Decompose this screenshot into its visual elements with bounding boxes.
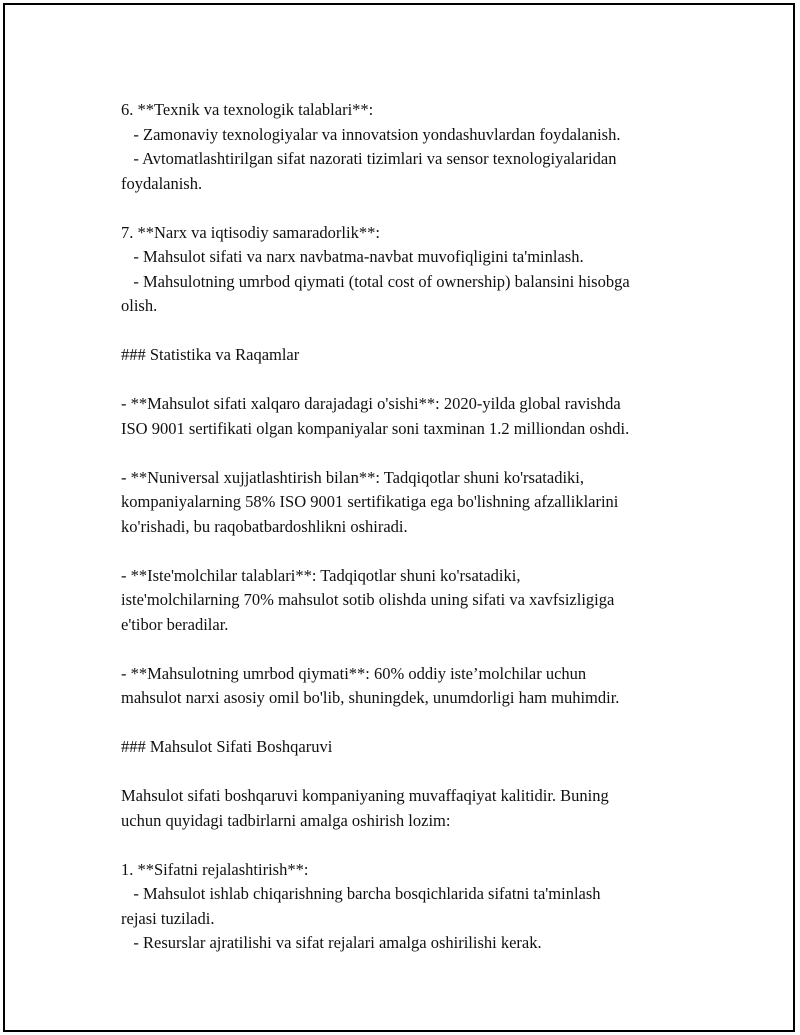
paragraph-line: ko'rishadi, bu raqobatbardoshlikni oshiradi. bbox=[121, 516, 408, 536]
paragraph-line: iste'molchilarning 70% mahsulot sotib olishda uning sifati va xavfsizligiga bbox=[121, 590, 615, 609]
paragraph-line: mahsulot narxi asosiy omil bo'lib, shuningdek, unumdorligi ham muhimdir. bbox=[121, 688, 620, 707]
intro-paragraph bbox=[121, 784, 701, 833]
list-subitem: - Zamonaviy texnologiyalar va innovatsion yondashuvlardan foydalanish. bbox=[121, 124, 621, 144]
heading-statistics bbox=[121, 343, 701, 368]
stat-item-lifetime-value bbox=[121, 662, 701, 711]
paragraph-line: - **Nuniversal xujjatlashtirish bilan**: Tadqiqotlar shuni ko'rsatadiki, bbox=[121, 467, 584, 487]
list-subitem: - Mahsulotning umrbod qiymati (total cost of ownership) balansini hisobga bbox=[121, 271, 630, 291]
stat-item-documentation bbox=[121, 466, 701, 540]
paragraph-line: - **Mahsulot sifati xalqaro darajadagi o'sishi**: 2020-yilda global ravishda bbox=[121, 394, 621, 413]
paragraph-line: - **Mahsulotning umrbod qiymati**: 60% oddiy iste’molchilar uchun bbox=[121, 663, 587, 683]
list-subitem: - Mahsulot sifati va narx navbatma-navbat muvofiqligini ta'minlash. bbox=[121, 247, 584, 266]
document-page bbox=[3, 3, 795, 1032]
section-technical-requirements bbox=[121, 98, 701, 196]
list-subitem: - Resurslar ajratilishi va sifat rejalari amalga oshirilishi kerak. bbox=[121, 933, 542, 952]
stat-item-iso-growth bbox=[121, 392, 701, 441]
document-body bbox=[121, 98, 701, 980]
heading-quality-management bbox=[121, 735, 701, 760]
paragraph-line: kompaniyalarning 58% ISO 9001 sertifikatiga ega bo'lishning afzalliklarini bbox=[121, 492, 619, 511]
list-subitem: - Avtomatlashtirilgan sifat nazorati tizimlari va sensor texnologiyalaridan bbox=[121, 149, 617, 168]
list-item-heading: 7. **Narx va iqtisodiy samaradorlik**: bbox=[121, 222, 380, 242]
section-quality-planning bbox=[121, 858, 701, 956]
list-subitem-continuation: foydalanish. bbox=[121, 173, 203, 193]
paragraph-line: uchun quyidagi tadbirlarni amalga oshirish lozim: bbox=[121, 810, 451, 830]
list-item-heading: 1. **Sifatni rejalashtirish**: bbox=[121, 859, 309, 879]
list-subitem: - Mahsulot ishlab chiqarishning barcha bosqichlarida sifatni ta'minlash bbox=[121, 884, 601, 903]
paragraph-line: e'tibor beradilar. bbox=[121, 614, 229, 634]
list-subitem-continuation: olish. bbox=[121, 296, 158, 315]
list-item-heading: 6. **Texnik va texnologik talablari**: bbox=[121, 100, 374, 119]
paragraph-line: - **Iste'molchilar talablari**: Tadqiqotlar shuni ko'rsatadiki, bbox=[121, 565, 521, 585]
section-heading: ### Mahsulot Sifati Boshqaruvi bbox=[121, 737, 333, 756]
stat-item-consumer-requirements bbox=[121, 564, 701, 638]
section-heading: ### Statistika va Raqamlar bbox=[121, 345, 300, 364]
list-subitem-continuation: rejasi tuziladi. bbox=[121, 908, 215, 928]
section-price-efficiency bbox=[121, 221, 701, 319]
paragraph-line: Mahsulot sifati boshqaruvi kompaniyaning muvaffaqiyat kalitidir. Buning bbox=[121, 786, 609, 805]
paragraph-line: ISO 9001 sertifikati olgan kompaniyalar soni taxminan 1.2 milliondan oshdi. bbox=[121, 418, 630, 438]
